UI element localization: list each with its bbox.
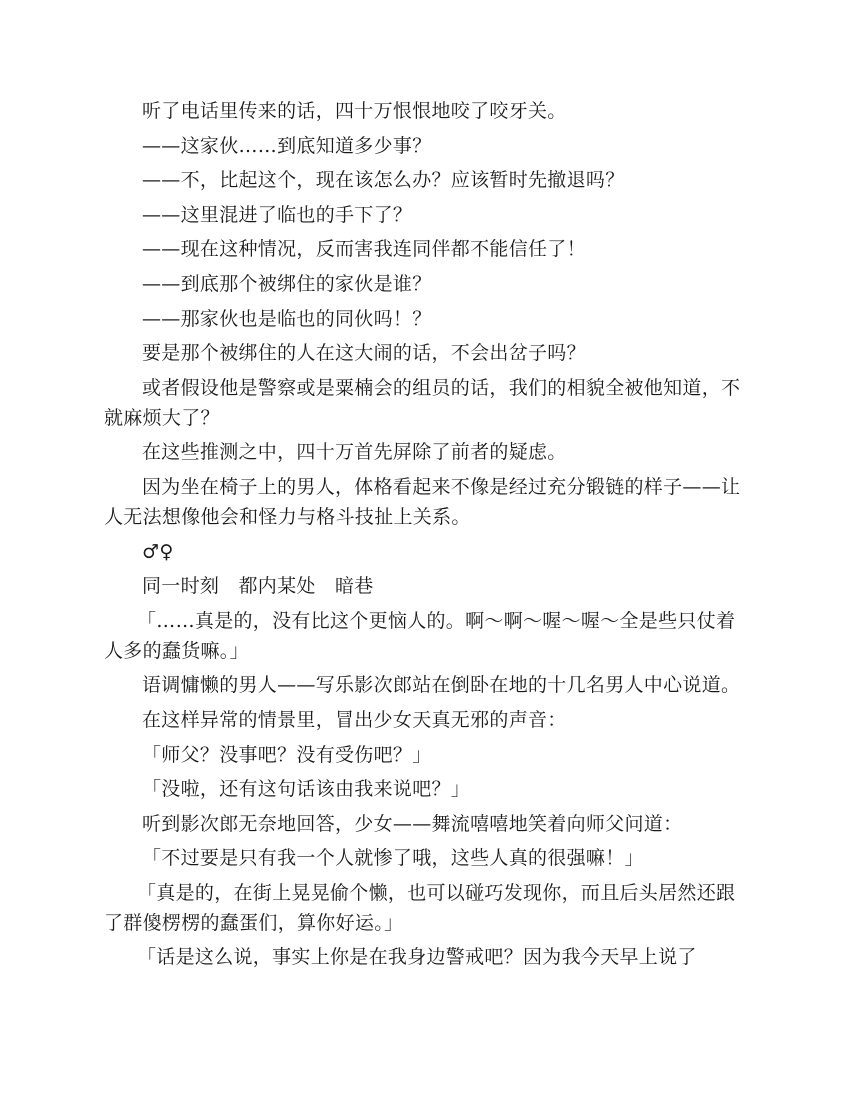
dialog-paragraph: 「师父？没事吧？没有受伤吧？」 [142, 743, 432, 766]
paragraph: 要是那个被绑住的人在这大闹的话，不会出岔子吗？ [142, 342, 586, 365]
paragraph: ——不，比起这个，现在该怎么办？应该暂时先撤退吗？ [142, 169, 625, 192]
dialog-paragraph: 「……真是的，没有比这个更恼人的。啊～啊～喔～喔～全是些只仗着人多的蠢货嘛。」 [104, 609, 736, 662]
paragraph: ——这里混进了临也的手下了？ [142, 203, 413, 226]
dialog-paragraph: 「不过要是只有我一个人就惨了哦，这些人真的很强嘛！」 [142, 847, 644, 870]
paragraph: 在这些推测之中，四十万首先屏除了前者的疑虑。 [142, 441, 567, 464]
dialog-paragraph: 「真是的，在街上晃晃偷个懒，也可以碰巧发现你，而且后头居然还跟了群傻楞楞的蠢蛋们，算你好运。」 [104, 881, 736, 934]
paragraph: ——到底那个被绑住的家伙是谁？ [142, 272, 432, 295]
dialog-paragraph: 「话是这么说，事实上你是在我身边警戒吧？因为我今天早上说了 [137, 946, 697, 969]
paragraph: 听了电话里传来的话，四十万恨恨地咬了咬牙关。 [142, 100, 567, 122]
paragraph: ——那家伙也是临也的同伙吗！？ [142, 307, 432, 330]
paragraph: ——现在这种情况，反而害我连同伴都不能信任了！ [142, 238, 586, 261]
paragraph: 语调慵懒的男人——写乐影次郎站在倒卧在地的十几名男人中心说道。 [142, 674, 741, 697]
dialog-paragraph: 「没啦，还有这句话该由我来说吧？」 [142, 778, 471, 801]
scene-heading: 同一时刻 都内某处 暗巷 [142, 575, 374, 598]
document-page [104, 96, 750, 977]
paragraph: ——这家伙……到底知道多少事？ [142, 134, 432, 157]
scene-break-symbol: ♂♀ [142, 540, 174, 563]
paragraph: 听到影次郎无奈地回答，少女——舞流嘻嘻地笑着向师父问道： [142, 812, 683, 835]
paragraph: 在这样异常的情景里，冒出少女天真无邪的声音： [142, 708, 567, 731]
paragraph: 或者假设他是警察或是粟楠会的组员的话，我们的相貌全被他知道，不就麻烦大了？ [104, 376, 741, 429]
paragraph: 因为坐在椅子上的男人，体格看起来不像是经过充分锻链的样子——让人无法想像他会和怪力与格斗技扯上关系。 [104, 475, 741, 528]
